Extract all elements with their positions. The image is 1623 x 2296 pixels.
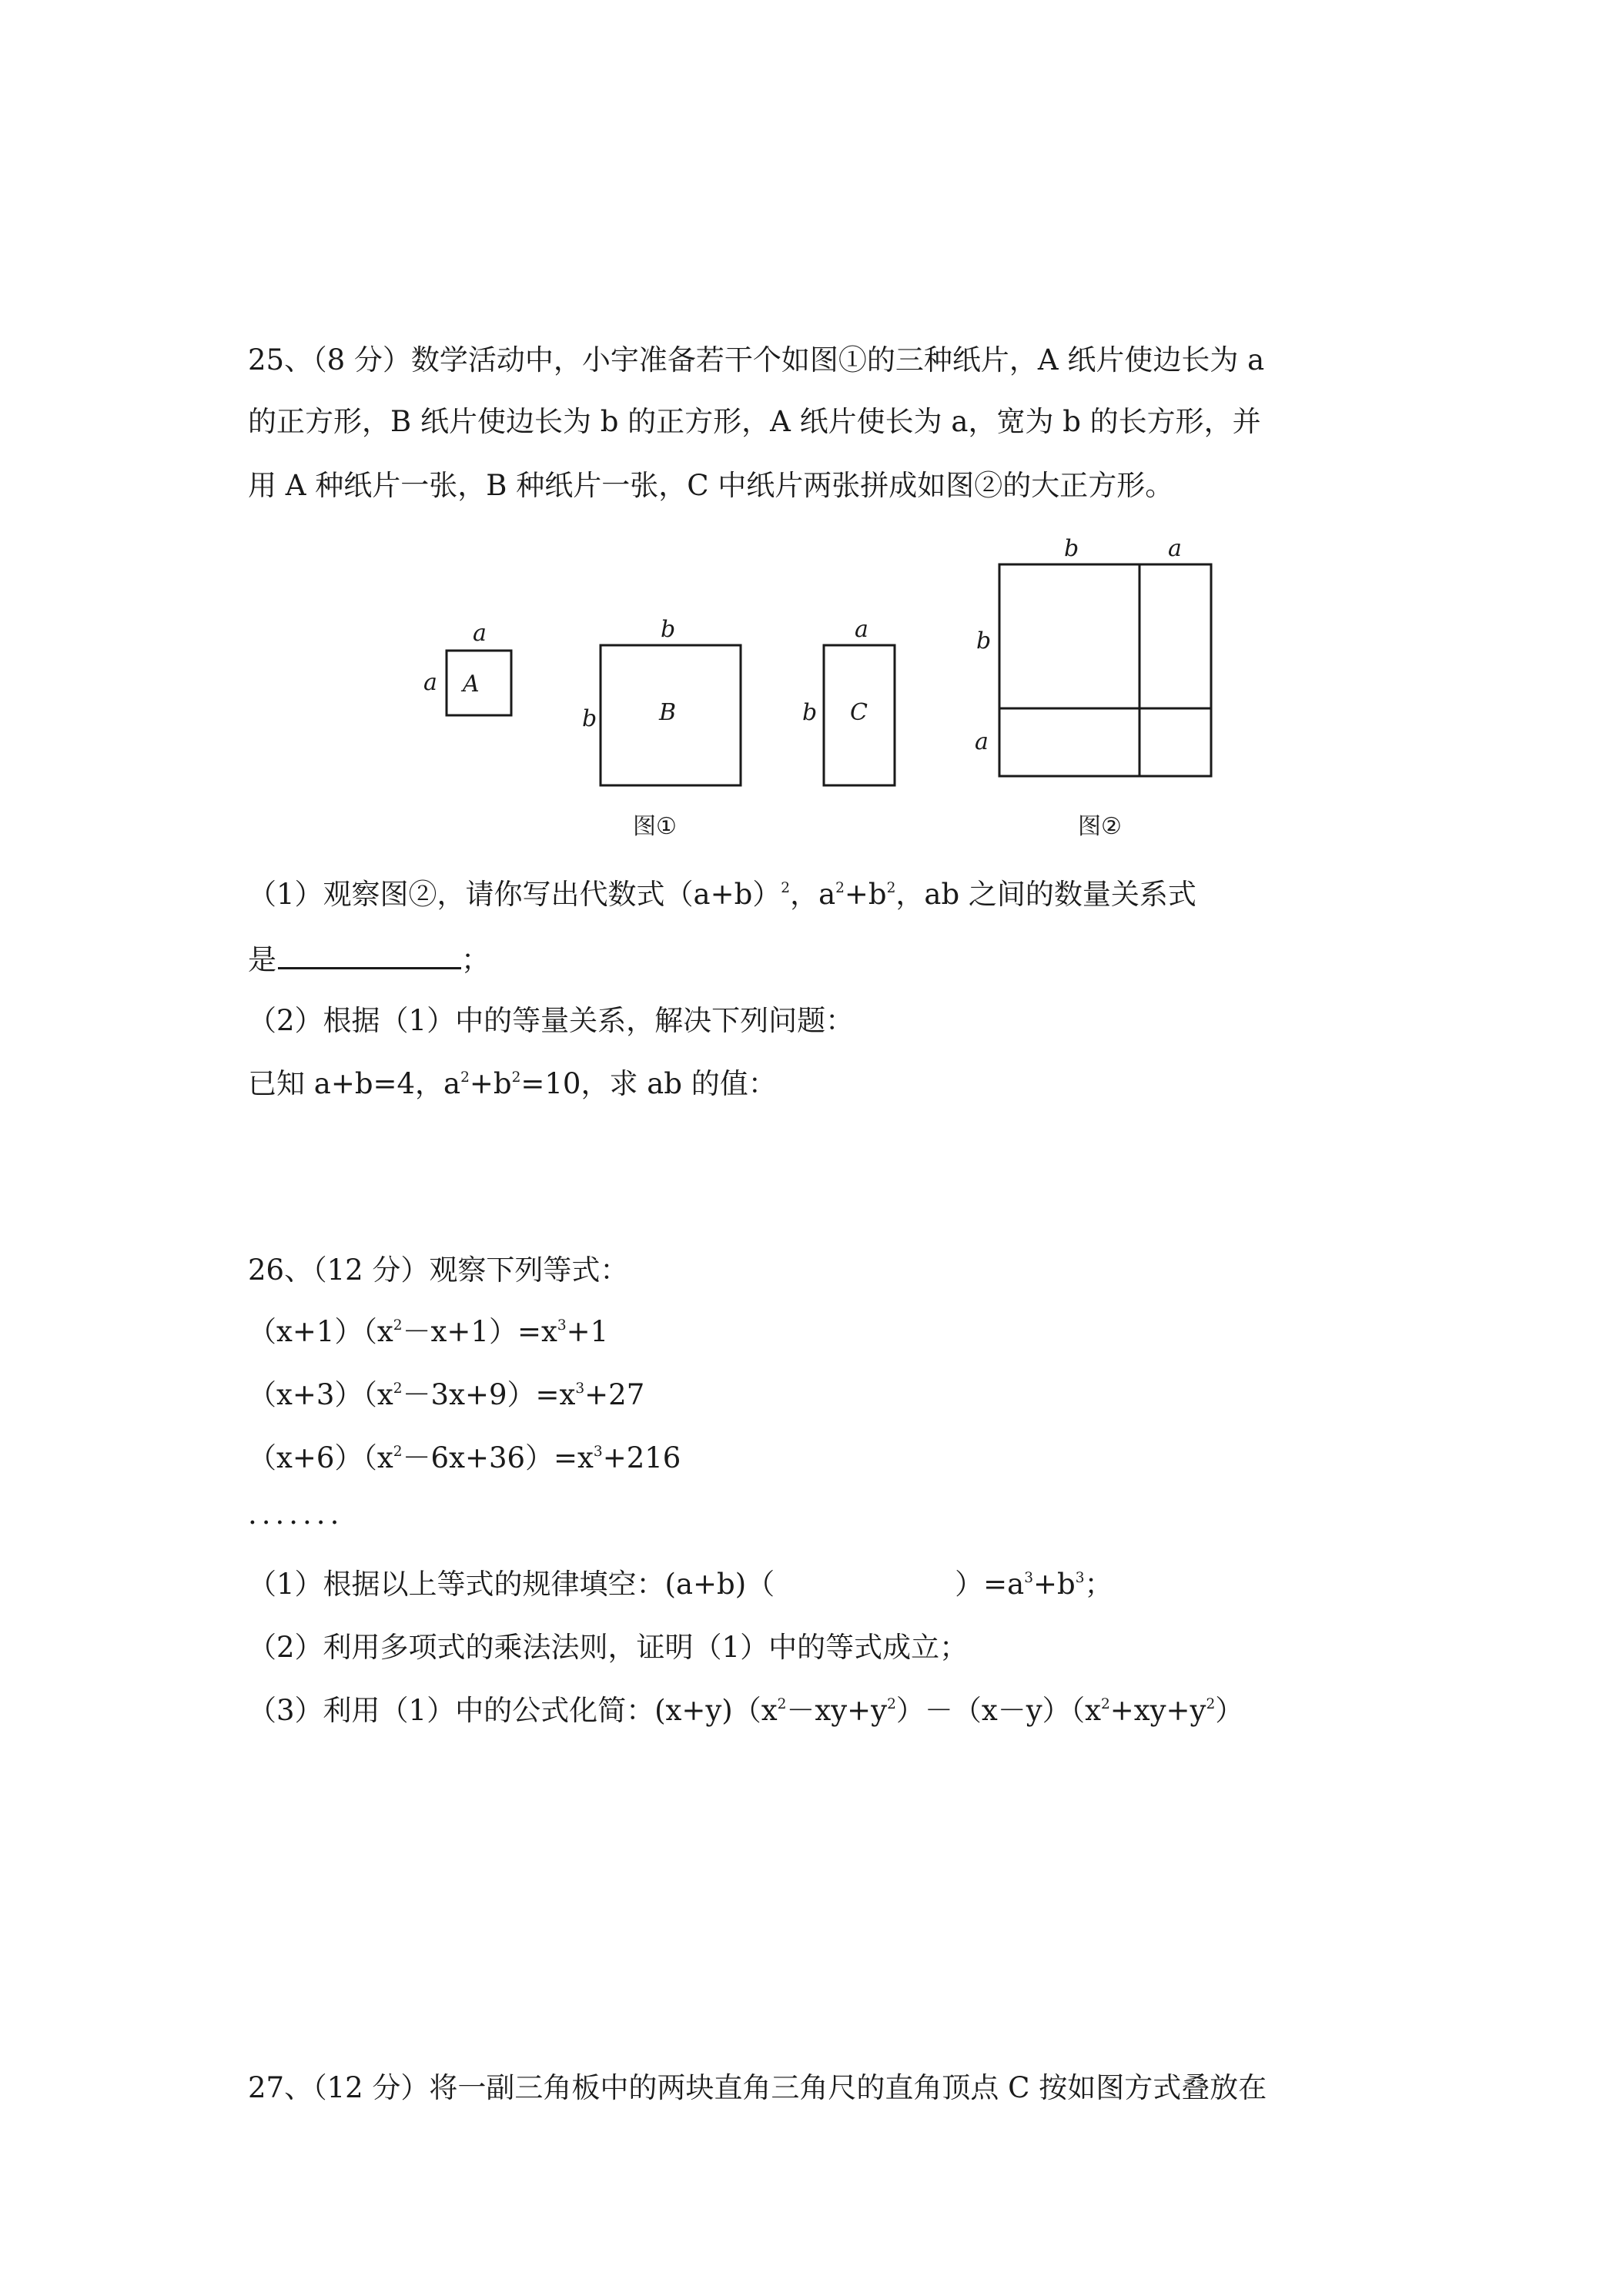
label-c-side: b: [802, 699, 818, 726]
q26-part3: （3）利用（1）中的公式化简：$(x+y)(x^2-xy+y^2)-(x-y)(x^2+xy+y^2)$: [248, 1694, 1244, 1727]
q26-title: 26、（12 分）观察下列等式：: [248, 1253, 629, 1287]
label-c-top: a: [855, 616, 868, 643]
answer-blank[interactable]: [278, 941, 461, 969]
q26-dots: .......: [248, 1498, 344, 1531]
big-square: [999, 564, 1211, 776]
label-c-inside: C: [850, 699, 868, 726]
q26-eq-1: $(x+1)(x^2-x+1)=x^3+1$: [248, 1315, 609, 1348]
q26-part1: （1）根据以上等式的规律填空：(a+b)（ ）$=a^3+b^3$；: [248, 1568, 1113, 1601]
label-big-side-b: b: [976, 628, 992, 654]
q25-text-3: 用 A 种纸片一张，B 种纸片一张，C 中纸片两张拼成如图②的大正方形。: [248, 469, 1174, 502]
q25-part1-text: （1）观察图②，请你写出代数式$(a+b)^2$，$a^2+b^2$，ab 之间的数量关系式: [248, 878, 1196, 911]
q25-figure: [0, 0, 1623, 862]
figure-1-caption: 图①: [633, 813, 677, 840]
label-b-top: b: [661, 616, 676, 643]
q26-part2: （2）利用多项式的乘法法则，证明（1）中的等式成立；: [248, 1631, 969, 1664]
q25-part1-line-2: 是 ；: [248, 941, 490, 977]
label-big-top-a: a: [1168, 535, 1182, 562]
q27-line-1: 27、（12 分）将一副三角板中的两块直角三角尺的直角顶点 C 按如图方式叠放在: [248, 2071, 1267, 2104]
q26-eq-3: $(x+6)(x^2-6x+36)=x^3+216$: [248, 1441, 681, 1474]
q25-text-2: 的正方形，B 纸片使边长为 b 的正方形，A 纸片使长为 a，宽为 b 的长方形，并: [248, 405, 1261, 438]
label-a-top: a: [473, 620, 487, 647]
label-a-inside: A: [463, 671, 480, 698]
q26-eq-2: $(x+3)(x^2-3x+9)=x^3+27$: [248, 1378, 645, 1411]
label-b-side: b: [582, 705, 597, 732]
q25-text-1: 25、（8 分）数学活动中，小宇准备若干个如图①的三种纸片，A 纸片使边长为 a: [248, 343, 1265, 377]
label-a-side: a: [423, 669, 437, 696]
label-big-side-a: a: [975, 728, 989, 755]
q25-part2-line-1: （2）根据（1）中的等量关系，解决下列问题：: [248, 1004, 855, 1037]
label-big-top-b: b: [1064, 535, 1079, 562]
figure-2-caption: 图②: [1078, 813, 1122, 840]
q25-part1-line-1: [248, 878, 1384, 912]
q25-part2-given: 已知 a+b=4，$a^2+b^2=10$，求 ab 的值：: [248, 1067, 777, 1100]
label-b-inside: B: [659, 699, 677, 726]
